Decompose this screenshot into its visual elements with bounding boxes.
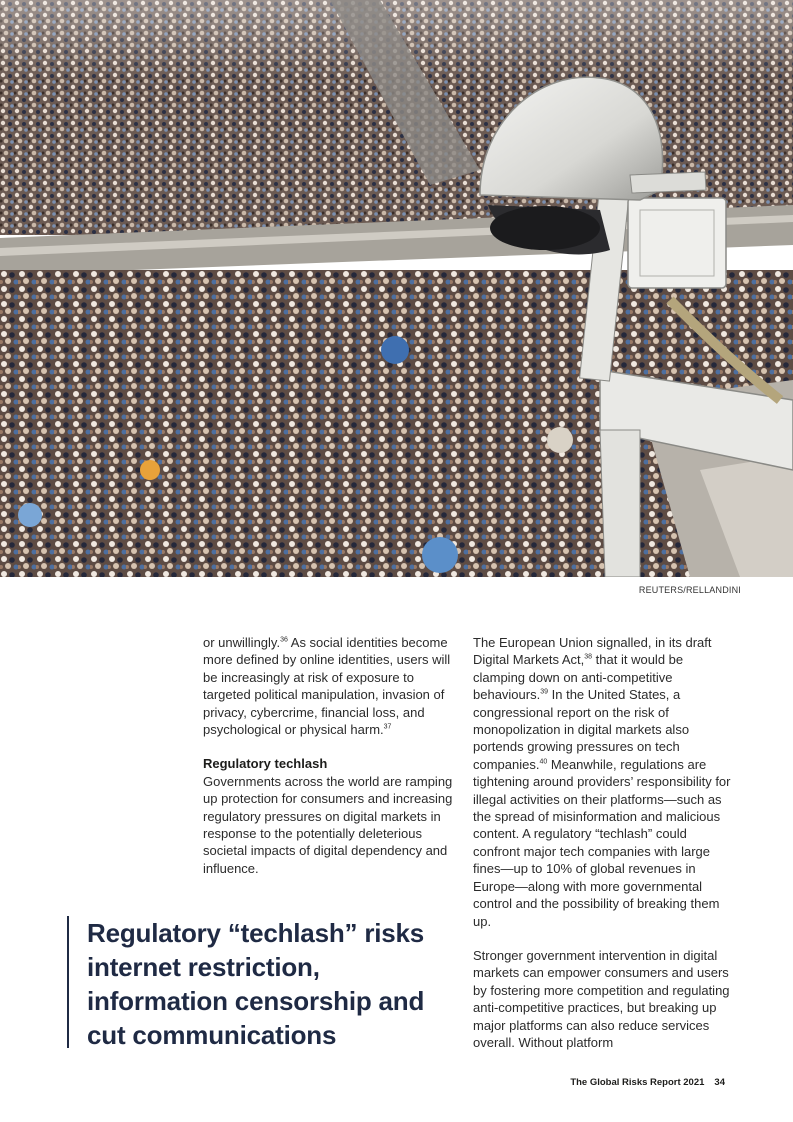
photo-credit: REUTERS/RELLANDINI bbox=[638, 585, 741, 595]
body-paragraph: Stronger government intervention in digital markets can empower consumers and users by fostering more competition and regulating anti-competitive practices, but breaking up major platforms can also reduce services overall. Without platform bbox=[473, 947, 730, 1050]
footnote-ref: 38 bbox=[584, 654, 593, 662]
report-title: The Global Risks Report 2021 bbox=[570, 1077, 705, 1088]
body-paragraph: The European Union signalled, in its draft Digital Markets Act,$^{38}$ that it would be clamping down on anti-competitive behaviours.$^{39}$ In the United States, a congressional report on the risk of monopolization in digital markets also portends growing pressures on tech companies.$^{40}$ Meanwhile, regulations are tightening around providers’ responsibility for illegal activities on their platforms—such as the spread of misinformation and malicious content. A regulatory “techlash” could confront major tech companies with large fines—up to 10% of global revenues in Europe—along with more governmental control and the possibility of breaking them up. bbox=[473, 635, 731, 929]
page-number: 34 bbox=[714, 1077, 725, 1088]
pull-quote bbox=[67, 916, 447, 1048]
body-paragraph: or unwillingly.$^{36}$ As social identities become more defined by online identities, users will be increasingly at risk of exposure to targeted political manipulation, invasion of privacy, cybercrime, financial loss, and psychological or physical harm.$^{37}$ bbox=[203, 635, 451, 738]
footnote-ref: 40 bbox=[539, 758, 548, 766]
footnote-ref: 37 bbox=[383, 723, 392, 731]
body-paragraph: Governments across the world are ramping up protection for consumers and increasing regulatory pressures on digital markets in response to the potentially deleterious societal impacts of digital dependency and influence. bbox=[203, 773, 453, 876]
footnote-ref: 36 bbox=[280, 636, 288, 644]
page-footer bbox=[570, 1077, 725, 1088]
footnote-ref: 39 bbox=[540, 688, 549, 696]
section-subheading: Regulatory techlash bbox=[203, 756, 328, 772]
pull-quote-text: Regulatory “techlash” risks internet restriction, information censorship and cut communications bbox=[87, 918, 425, 1050]
right-column bbox=[473, 634, 735, 1068]
left-column bbox=[203, 634, 453, 894]
